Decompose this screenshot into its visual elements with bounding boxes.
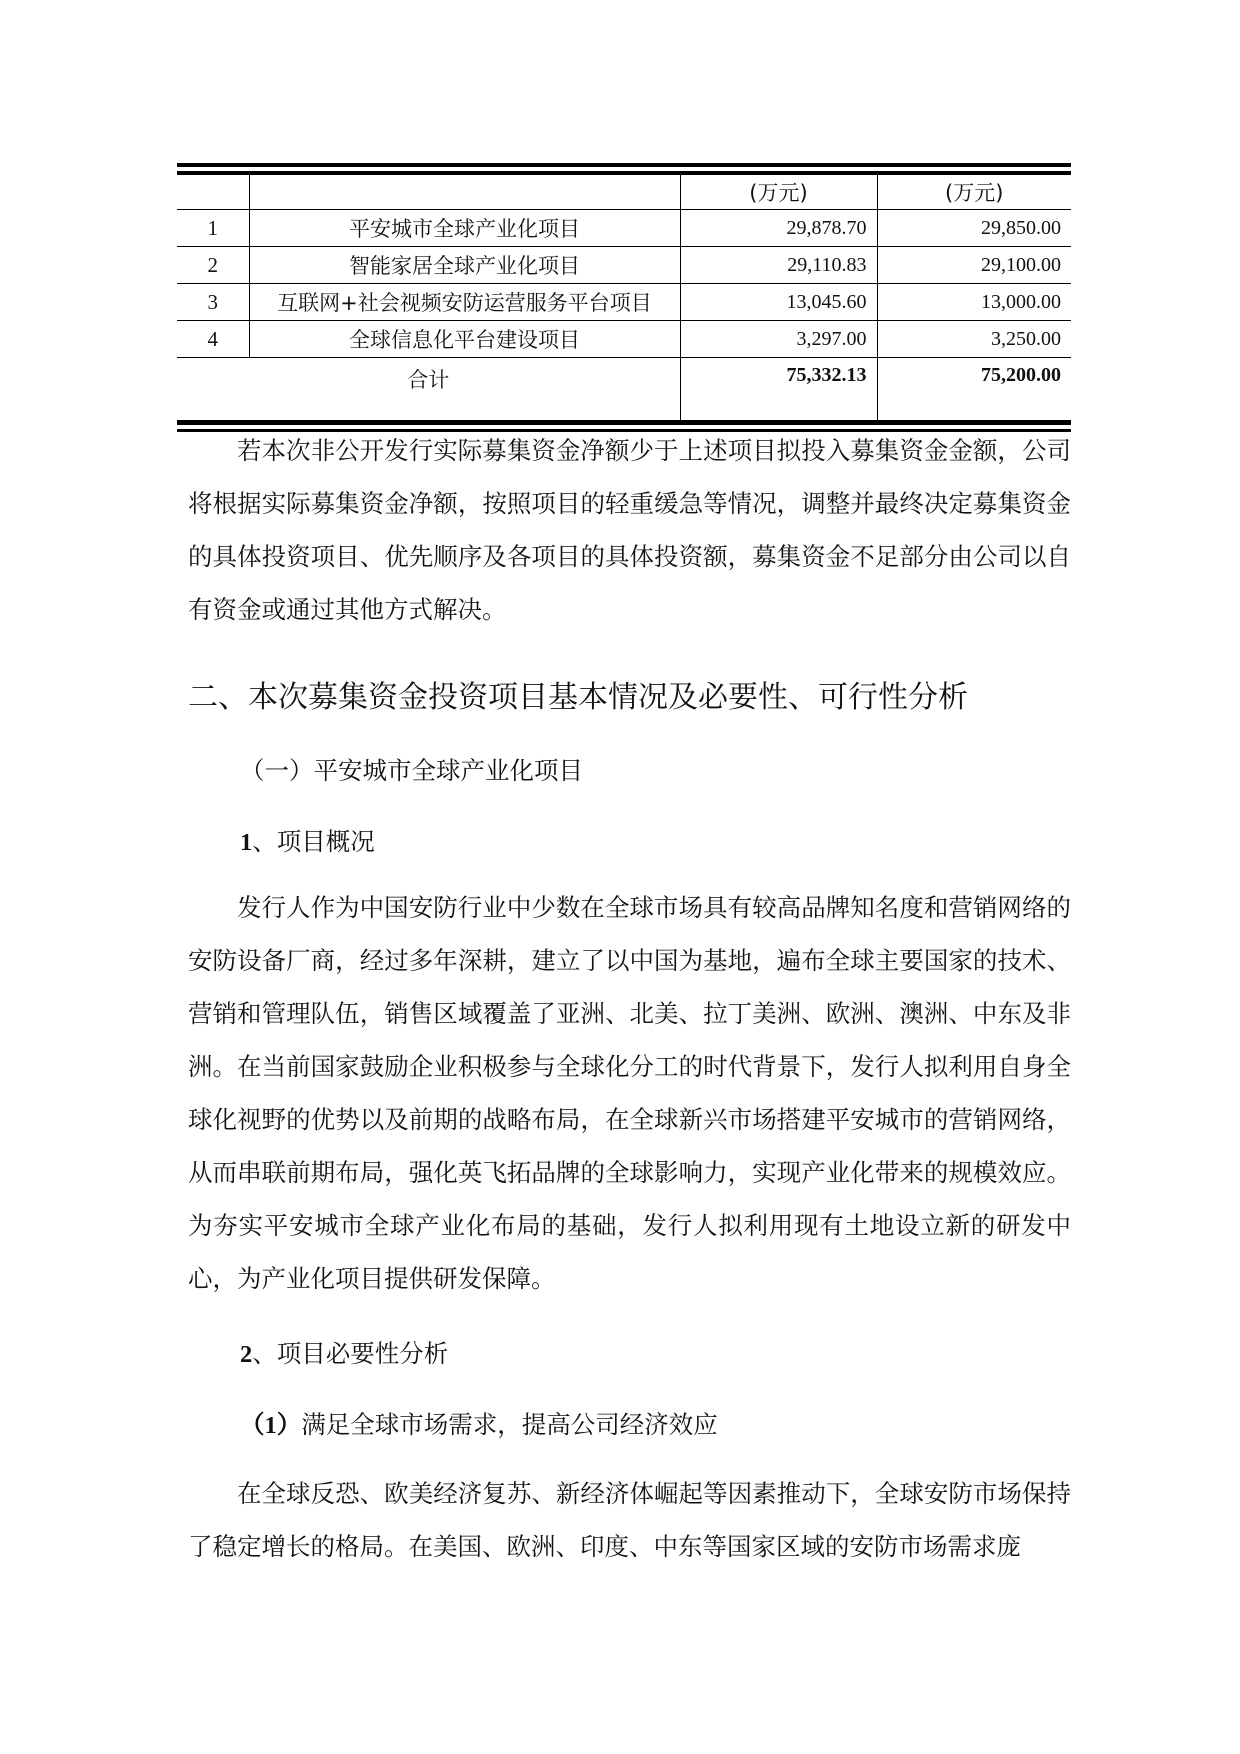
header-cell bbox=[177, 175, 249, 210]
paragraph-market-demand: 在全球反恐、欧美经济复苏、新经济体崛起等因素推动下，全球安防市场保持了稳定增长的格局。在美国、欧洲、印度、中东等国家区域的安防市场需求庞 bbox=[188, 1479, 1071, 1561]
project-name: 互联网+社会视频安防运营服务平台项目 bbox=[249, 284, 680, 321]
total-investment: 13,045.60 bbox=[680, 284, 877, 321]
raised-funds-sum: 75,200.00 bbox=[877, 358, 1071, 421]
total-investment: 29,110.83 bbox=[680, 247, 877, 284]
paragraph-funding-shortfall: 若本次非公开发行实际募集资金净额少于上述项目拟投入募集资金金额，公司将根据实际募集资金净额，按照项目的轻重缓急等情况，调整并最终决定募集资金的具体投资项目、优先顺序及各项目的具体投资额，募集资金不足部分由公司以自有资金或通过其他方式解决。 bbox=[188, 436, 1071, 624]
project-name: 平安城市全球产业化项目 bbox=[249, 210, 680, 247]
item-heading-overview bbox=[240, 823, 375, 858]
item-title: 、项目必要性分析 bbox=[252, 1339, 449, 1368]
item-heading-necessity bbox=[240, 1335, 448, 1370]
item-title: 、项目概况 bbox=[252, 827, 375, 856]
table-header-row bbox=[177, 175, 1071, 210]
row-no: 2 bbox=[177, 247, 249, 284]
table-row bbox=[177, 210, 1071, 247]
total-investment-sum: 75,332.13 bbox=[680, 358, 877, 421]
point-heading bbox=[240, 1406, 718, 1441]
project-name: 智能家居全球产业化项目 bbox=[249, 247, 680, 284]
header-cell bbox=[249, 175, 680, 210]
table-row bbox=[177, 321, 1071, 358]
point-title: 满足全球市场需求，提高公司经济效应 bbox=[301, 1410, 718, 1439]
raised-funds: 29,100.00 bbox=[877, 247, 1071, 284]
raised-funds: 13,000.00 bbox=[877, 284, 1071, 321]
total-row bbox=[177, 358, 1071, 421]
raised-funds: 3,250.00 bbox=[877, 321, 1071, 358]
investment-table bbox=[177, 163, 1071, 432]
header-cell: (万元) bbox=[680, 175, 877, 210]
subsection-heading: （一）平安城市全球产业化项目 bbox=[240, 756, 583, 785]
paragraph-project-overview: 发行人作为中国安防行业中少数在全球市场具有较高品牌知名度和营销网络的安防设备厂商，经过多年深耕，建立了以中国为基地，遍布全球主要国家的技术、营销和管理队伍，销售区域覆盖了亚洲、北美、拉丁美洲、欧洲、澳洲、中东及非洲。在当前国家鼓励企业积极参与全球化分工的时代背景下，发行人拟利用自身全球化视野的优势以及前期的战略布局，在全球新兴市场搭建平安城市的营销网络，从而串联前期布局，强化英飞拓品牌的全球影响力，实现产业化带来的规模效应。为夯实平安城市全球产业化布局的基础，发行人拟利用现有土地设立新的研发中心，为产业化项目提供研发保障。 bbox=[188, 893, 1071, 1293]
section-heading: 二、本次募集资金投资项目基本情况及必要性、可行性分析 bbox=[188, 680, 968, 715]
header-cell: (万元) bbox=[877, 175, 1071, 210]
point-number: （1） bbox=[240, 1412, 302, 1439]
raised-funds: 29,850.00 bbox=[877, 210, 1071, 247]
table-row bbox=[177, 284, 1071, 321]
item-number: 1 bbox=[240, 829, 253, 856]
table-row bbox=[177, 247, 1071, 284]
row-no: 1 bbox=[177, 210, 249, 247]
total-label: 合计 bbox=[177, 358, 680, 421]
total-investment: 29,878.70 bbox=[680, 210, 877, 247]
total-investment: 3,297.00 bbox=[680, 321, 877, 358]
row-no: 3 bbox=[177, 284, 249, 321]
project-name: 全球信息化平台建设项目 bbox=[249, 321, 680, 358]
item-number: 2 bbox=[240, 1341, 253, 1368]
row-no: 4 bbox=[177, 321, 249, 358]
